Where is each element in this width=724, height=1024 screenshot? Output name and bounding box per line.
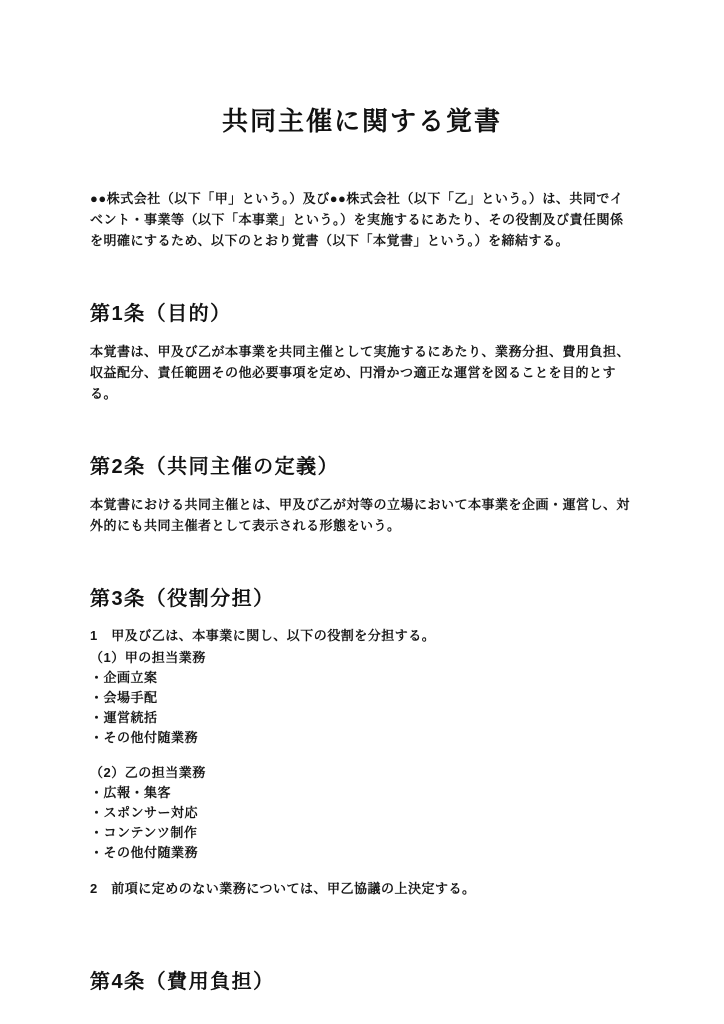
article-3 [90, 586, 634, 899]
list-spacer [90, 748, 634, 763]
article-3-sub1-item: ・その他付随業務 [90, 730, 199, 745]
article-3-sub2-label: （2）乙の担当業務 [90, 765, 206, 780]
article-3-clause-2: 2 前項に定めのない業務については、甲乙協議の上決定する。 [90, 881, 476, 896]
article-2-body: 本覚書における共同主催とは、甲及び乙が対等の立場において本事業を企画・運営し、対外的にも共同主催者として表示される形態をいう。 [90, 497, 631, 533]
article-1 [90, 301, 634, 404]
article-3-clause-1: 1 甲及び乙は、本事業に関し、以下の役割を分担する。 [90, 628, 436, 643]
article-3-sub1-item: ・会場手配 [90, 690, 158, 705]
article-3-sub1-item: ・企画立案 [90, 670, 158, 685]
article-3-sub2-item: ・スポンサー対応 [90, 805, 199, 820]
article-3-sub1-label: （1）甲の担当業務 [90, 650, 206, 665]
article-2-heading: 第2条（共同主催の定義） [90, 456, 340, 478]
article-3-heading: 第3条（役割分担） [90, 588, 275, 610]
article-3-sub2-item: ・コンテンツ制作 [90, 825, 198, 840]
intro-paragraph: ●●株式会社（以下「甲」という。）及び●●株式会社（以下「乙」という。）は、共同でイベント・事業等（以下「本事業」という。）を実施するにあたり、その役割及び責任関係を明確にするため、以下のとおり覚書（以下「本覚書」という。）を締結する。 [90, 191, 624, 248]
article-4-heading: 第4条（費用負担） [90, 971, 275, 993]
article-4 [90, 969, 634, 995]
article-3-sub1-item: ・運営統括 [90, 710, 158, 725]
article-3-sub2-item: ・広報・集客 [90, 785, 172, 800]
article-1-body: 本覚書は、甲及び乙が本事業を共同主催として実施するにあたり、業務分担、費用負担、収益配分、責任範囲その他必要事項を定め、円滑かつ適正な運営を図ることを目的とする。 [90, 344, 631, 401]
article-2 [90, 454, 634, 536]
article-1-heading: 第1条（目的） [90, 303, 232, 325]
document-title: 共同主催に関する覚書 [221, 106, 502, 136]
article-3-sub2-item: ・その他付随業務 [90, 845, 199, 860]
